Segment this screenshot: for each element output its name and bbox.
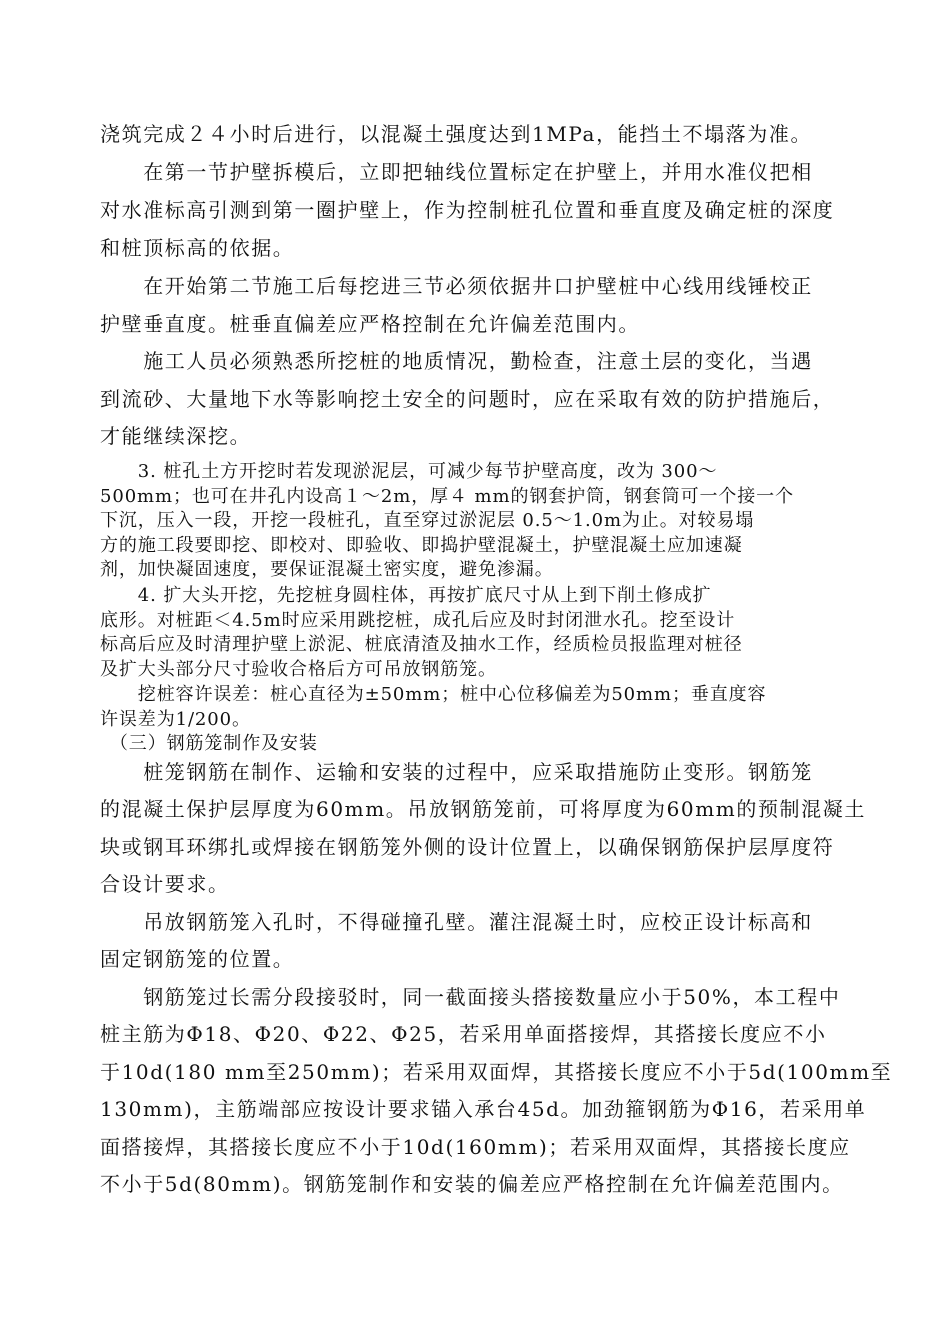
text-line: 500mm；也可在井孔内设高１～2m，厚４ mm的钢套护筒，钢套筒可一个接一个 <box>100 486 794 507</box>
text-line: 才能继续深挖。 <box>100 424 252 448</box>
text-line: 不小于5d(80mm)。钢筋笼制作和安装的偏差应严格控制在允许偏差范围内。 <box>100 1172 844 1196</box>
section-heading: （三）钢筋笼制作及安装 <box>100 733 318 754</box>
text-line: 对水准标高引测到第一圈护壁上，作为控制桩孔位置和垂直度及确定桩的深度 <box>100 198 835 222</box>
text-line: 块或钢耳环绑扎或焊接在钢筋笼外侧的设计位置上，以确保钢筋保护层厚度符 <box>100 835 835 859</box>
text-line: 吊放钢筋笼入孔时，不得碰撞孔壁。灌注混凝土时，应校正设计标高和 <box>100 910 813 934</box>
text-line: 及扩大头部分尺寸验收合格后方可吊放钢筋笼。 <box>100 659 497 680</box>
text-line: 合设计要求。 <box>100 872 230 896</box>
text-line: 施工人员必须熟悉所挖桩的地质情况，勤检查，注意土层的变化，当遇 <box>100 349 813 373</box>
text-line: 4. 扩大头开挖，先挖桩身圆柱体，再按扩底尺寸从上到下削土修成扩 <box>100 585 712 606</box>
text-line: 在第一节护壁拆模后，立即把轴线位置标定在护壁上，并用水准仪把相 <box>100 160 813 184</box>
text-line: 3. 桩孔土方开挖时若发现淤泥层，可减少每节护壁高度，改为 300～ <box>100 461 718 482</box>
text-line: 挖桩容许误差：桩心直径为±50mm；桩中心位移偏差为50mm；垂直度容 <box>100 684 767 705</box>
text-line: 底形。对桩距＜4.5m时应采用跳挖桩，成孔后应及时封闭泄水孔。挖至设计 <box>100 610 736 631</box>
text-line: 的混凝土保护层厚度为60mm。吊放钢筋笼前，可将厚度为60mm的预制混凝土 <box>100 797 866 821</box>
text-line: 剂，加快凝固速度，要保证混凝土密实度，避免渗漏。 <box>100 559 554 580</box>
text-line: 在开始第二节施工后每挖进三节必须依据井口护壁桩中心线用线锤校正 <box>100 274 813 298</box>
text-line: 方的施工段要即挖、即校对、即验收、即捣护壁混凝土，护壁混凝土应加速凝 <box>100 535 743 556</box>
text-line: 许误差为1/200。 <box>100 709 251 730</box>
text-line: 桩主筋为Φ18、Φ20、Φ22、Φ25，若采用单面搭接焊，其搭接长度应不小 <box>100 1022 827 1046</box>
text-line: 于10d(180 mm至250mm)；若采用双面焊，其搭接长度应不小于5d(100mm至 <box>100 1060 893 1084</box>
text-line: 到流砂、大量地下水等影响挖土安全的问题时，应在采取有效的防护措施后， <box>100 387 835 411</box>
text-line: 护壁垂直度。桩垂直偏差应严格控制在允许偏差范围内。 <box>100 312 640 336</box>
text-line: 桩笼钢筋在制作、运输和安装的过程中，应采取措施防止变形。钢筋笼 <box>100 760 813 784</box>
text-line: 固定钢筋笼的位置。 <box>100 947 295 971</box>
text-line: 130mm)，主筋端部应按设计要求锚入承台45d。加劲箍钢筋为Φ16，若采用单 <box>100 1097 867 1121</box>
text-line: 浇筑完成２４小时后进行，以混凝土强度达到1MPa，能挡土不塌落为准。 <box>100 122 813 146</box>
text-line: 钢筋笼过长需分段接驳时，同一截面接头搭接数量应小于50%，本工程中 <box>100 985 841 1009</box>
text-line: 面搭接焊，其搭接长度应不小于10d(160mm)；若采用双面焊，其搭接长度应 <box>100 1135 851 1159</box>
text-line: 下沉，压入一段，开挖一段桩孔，直至穿过淤泥层 0.5～1.0m为止。对较易塌 <box>100 510 755 531</box>
text-line: 和桩顶标高的依据。 <box>100 236 295 260</box>
text-line: 标高后应及时清理护壁上淤泥、桩底清渣及抽水工作，经质检员报监理对桩径 <box>100 634 743 655</box>
